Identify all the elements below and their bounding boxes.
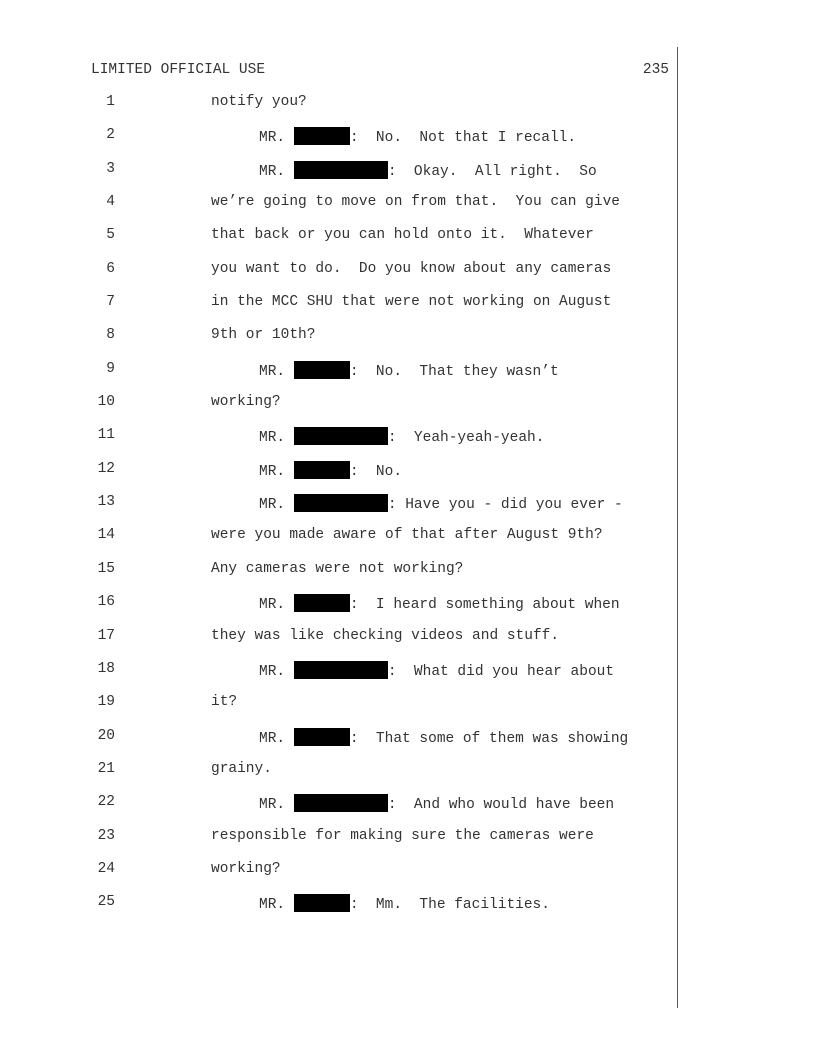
transcript-line: [0, 894, 677, 927]
speaker-prefix: MR.: [259, 463, 294, 480]
line-content: : No. Not that I recall.: [349, 130, 577, 147]
line-number: 4: [106, 194, 115, 211]
transcript-line: [0, 161, 677, 194]
redaction-block: [294, 594, 350, 612]
line-text: [211, 694, 237, 710]
line-number: 6: [106, 260, 115, 277]
line-content: : No. That they wasn’t: [349, 363, 559, 380]
line-number: 8: [106, 327, 115, 344]
speaker-prefix: MR.: [259, 797, 294, 814]
line-content: : That some of them was showing: [349, 730, 629, 747]
line-content: working?: [211, 394, 281, 411]
line-number: 13: [97, 494, 115, 511]
line-text: [211, 394, 281, 410]
line-number: 19: [97, 694, 115, 711]
line-text: [211, 628, 559, 644]
speaker-line: [259, 427, 544, 446]
redaction-block: [294, 494, 388, 512]
speaker-line: [259, 127, 576, 146]
line-number: 24: [97, 860, 115, 877]
line-number: 23: [97, 827, 115, 844]
redaction-block: [294, 894, 350, 912]
line-text: [211, 94, 307, 110]
line-number: 21: [97, 760, 115, 777]
line-number: 22: [97, 794, 115, 811]
speaker-prefix: MR.: [259, 730, 294, 747]
line-content: : No.: [349, 463, 403, 480]
speaker-line: [259, 594, 620, 613]
transcript-line: [0, 728, 677, 761]
transcript-line: [0, 127, 677, 160]
transcript-line: [0, 494, 677, 527]
page-header: [91, 62, 669, 80]
speaker-prefix: MR.: [259, 663, 294, 680]
line-number: 7: [106, 294, 115, 311]
line-number: 14: [97, 527, 115, 544]
transcript-line: [0, 427, 677, 460]
line-content: : I heard something about when: [349, 597, 620, 614]
speaker-prefix: MR.: [259, 497, 294, 514]
speaker-prefix: MR.: [259, 597, 294, 614]
transcript-line: [0, 94, 677, 127]
line-number: 18: [97, 660, 115, 677]
transcript-line: [0, 861, 677, 894]
speaker-prefix: MR.: [259, 163, 294, 180]
transcript-line: [0, 294, 677, 327]
line-content: : And who would have been: [387, 797, 615, 814]
line-number: 15: [97, 560, 115, 577]
line-text: [211, 261, 611, 277]
transcript-line: [0, 394, 677, 427]
transcript-line: [0, 227, 677, 260]
speaker-line: [259, 161, 597, 180]
line-text: [211, 761, 272, 777]
line-content: were you made aware of that after August 9th?: [211, 527, 603, 544]
line-content: we’re going to move on from that. You can give: [211, 194, 620, 211]
line-content: : Yeah-yeah-yeah.: [387, 430, 545, 447]
right-margin-rule: [677, 47, 678, 1008]
transcript-line: [0, 594, 677, 627]
line-content: it?: [211, 694, 238, 711]
line-number: 2: [106, 127, 115, 144]
line-number: 9: [106, 360, 115, 377]
line-number: 5: [106, 227, 115, 244]
line-number: 16: [97, 594, 115, 611]
transcript-line: [0, 527, 677, 560]
line-content: notify you?: [211, 94, 307, 110]
redaction-block: [294, 661, 388, 679]
transcript-line: [0, 194, 677, 227]
speaker-prefix: MR.: [259, 363, 294, 380]
transcript-line: [0, 694, 677, 727]
transcript-line: [0, 661, 677, 694]
redaction-block: [294, 361, 350, 379]
speaker-line: [259, 728, 628, 747]
redaction-block: [294, 427, 388, 445]
speaker-prefix: MR.: [259, 430, 294, 447]
speaker-line: [259, 494, 623, 513]
redaction-block: [294, 728, 350, 746]
line-text: [211, 294, 611, 310]
speaker-line: [259, 461, 402, 480]
line-content: you want to do. Do you know about any cameras: [211, 260, 612, 277]
transcript-line: [0, 794, 677, 827]
line-text: [211, 227, 594, 243]
line-number: 1: [106, 94, 115, 110]
line-content: : What did you hear about: [387, 663, 615, 680]
line-number: 3: [106, 160, 115, 177]
line-number: 25: [97, 894, 115, 911]
line-content: in the MCC SHU that were not working on August: [211, 294, 612, 311]
speaker-line: [259, 661, 614, 680]
line-text: [211, 327, 315, 343]
speaker-prefix: MR.: [259, 897, 294, 914]
speaker-line: [259, 361, 559, 380]
transcript-line: [0, 561, 677, 594]
line-text: [211, 828, 594, 844]
line-content: that back or you can hold onto it. Whatever: [211, 227, 594, 244]
line-content: responsible for making sure the cameras were: [211, 827, 594, 844]
line-content: grainy.: [211, 760, 272, 777]
speaker-line: [259, 894, 550, 913]
speaker-prefix: MR.: [259, 130, 294, 147]
redaction-block: [294, 161, 388, 179]
transcript-line: [0, 361, 677, 394]
transcript-line: [0, 327, 677, 360]
transcript-line: [0, 628, 677, 661]
redaction-block: [294, 794, 388, 812]
line-content: : Mm. The facilities.: [349, 897, 550, 914]
line-text: [211, 527, 603, 543]
redaction-block: [294, 461, 350, 479]
line-text: [211, 194, 620, 210]
speaker-line: [259, 794, 614, 813]
line-content: they was like checking videos and stuff.: [211, 627, 560, 644]
line-content: : Have you - did you ever -: [387, 497, 623, 514]
line-content: 9th or 10th?: [211, 327, 316, 344]
line-number: 10: [97, 394, 115, 411]
classification-marking: LIMITED OFFICIAL USE: [91, 62, 266, 78]
line-number: 11: [97, 427, 115, 444]
page-number: 235: [642, 62, 669, 78]
transcript-body: [0, 94, 677, 928]
transcript-line: [0, 761, 677, 794]
line-text: [211, 861, 281, 877]
transcript-line: [0, 261, 677, 294]
line-text: [211, 561, 463, 577]
line-number: 17: [97, 627, 115, 644]
line-number: 12: [97, 460, 115, 477]
transcript-line: [0, 828, 677, 861]
redaction-block: [294, 127, 350, 145]
line-content: working?: [211, 860, 281, 877]
line-content: : Okay. All right. So: [387, 163, 597, 180]
transcript-line: [0, 461, 677, 494]
line-content: Any cameras were not working?: [211, 560, 464, 577]
line-number: 20: [97, 727, 115, 744]
